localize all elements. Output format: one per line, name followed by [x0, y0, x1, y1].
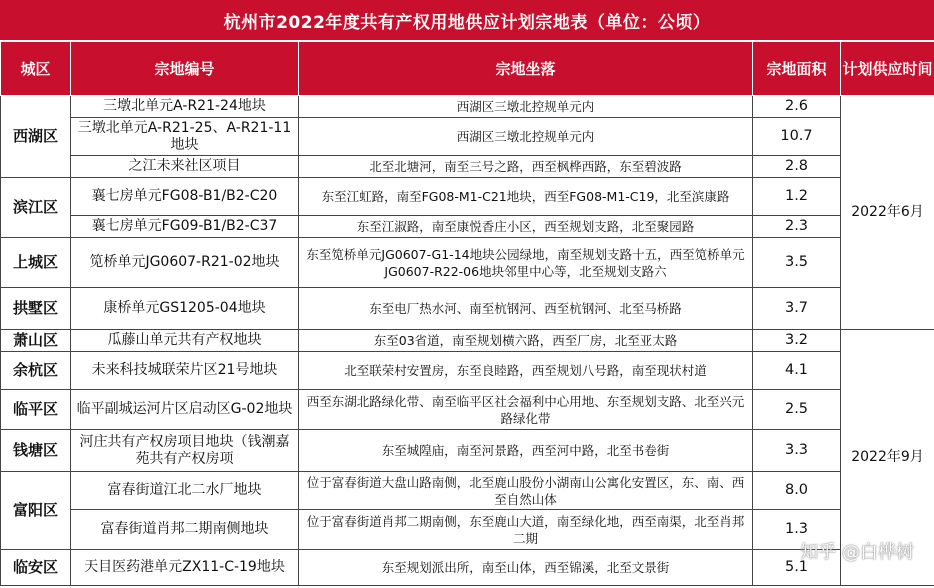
location-cell: 西至东湖北路绿化带、南至临平区社会福利中心用地、东至规划支路、北至兴元路绿化带: [299, 390, 753, 430]
district-cell: 余杭区: [1, 352, 71, 390]
header-parcel-id: 宗地编号: [71, 42, 299, 96]
location-cell: 北至联荣村安置房，东至良睦路，西至规划八号路，南至现状村道: [299, 352, 753, 390]
parcel-cell: 三墩北单元A-R21-25、A-R21-11地块: [71, 118, 299, 156]
district-cell: 富阳区: [1, 472, 71, 550]
area-cell: 1.2: [753, 178, 841, 216]
supply-time-cell: 2022年9月: [841, 330, 934, 586]
district-cell: 滨江区: [1, 178, 71, 238]
location-cell: 东至03省道，南至规划横六路，西至厂房，北至亚太路: [299, 330, 753, 352]
district-cell: 临平区: [1, 390, 71, 430]
table-row: [1, 352, 934, 390]
area-cell: 3.7: [753, 288, 841, 330]
location-cell: 北至北塘河，南至三号之路，西至枫桦西路，东至碧波路: [299, 156, 753, 178]
table-row: [1, 216, 934, 238]
district-cell: 临安区: [1, 550, 71, 586]
header-area: 宗地面积: [753, 42, 841, 96]
table-row: [1, 238, 934, 288]
parcel-cell: 河庄共有产权房项目地块（钱潮嘉苑共有产权房项: [71, 430, 299, 472]
parcel-cell: 三墩北单元A-R21-24地块: [71, 96, 299, 118]
parcel-cell: 天目医药港单元ZX11-C-19地块: [71, 550, 299, 586]
table-row: [1, 288, 934, 330]
district-cell: 钱塘区: [1, 430, 71, 472]
header-row: [1, 42, 934, 96]
table-row: [1, 156, 934, 178]
location-cell: 东至江虹路，南至FG08-M1-C21地块，西至FG08-M1-C19，北至滨康路: [299, 178, 753, 216]
table-row: [1, 96, 934, 118]
supply-time-cell: 2022年6月: [841, 96, 934, 330]
parcel-cell: 笕桥单元JG0607-R21-02地块: [71, 238, 299, 288]
land-supply-table: [0, 41, 934, 586]
district-cell: 拱墅区: [1, 288, 71, 330]
location-cell: 位于富春街道肖邦二期南侧，东至鹿山大道，南至绿化地，西至南渠，北至肖邦二期: [299, 510, 753, 550]
parcel-cell: 康桥单元GS1205-04地块: [71, 288, 299, 330]
table-row: [1, 178, 934, 216]
area-cell: 2.5: [753, 390, 841, 430]
parcel-cell: 襄七房单元FG08-B1/B2-C20: [71, 178, 299, 216]
table-row: [1, 472, 934, 510]
location-cell: 东至江淑路，南至康悦香庄小区，西至规划支路，北至聚园路: [299, 216, 753, 238]
table-row: [1, 330, 934, 352]
parcel-cell: 临平副城运河片区启动区G-02地块: [71, 390, 299, 430]
location-cell: 西湖区三墩北控规单元内: [299, 96, 753, 118]
header-supply-time: 计划供应时间: [841, 42, 934, 96]
parcel-cell: 瓜藤山单元共有产权地块: [71, 330, 299, 352]
area-cell: 3.2: [753, 330, 841, 352]
location-cell: 西湖区三墩北控规单元内: [299, 118, 753, 156]
watermark: 知乎 @白桦树: [800, 542, 914, 563]
area-cell: 4.1: [753, 352, 841, 390]
location-cell: 东至笕桥单元JG0607-G1-14地块公园绿地，南至规划支路十五，西至笕桥单元JG0607-R22-06地块邻里中心等，北至规划支路六: [299, 238, 753, 288]
area-cell: 3.3: [753, 430, 841, 472]
location-cell: 东至城隍庙，南至河景路，西至河中路，北至书卷街: [299, 430, 753, 472]
area-cell: 2.8: [753, 156, 841, 178]
district-cell: 萧山区: [1, 330, 71, 352]
location-cell: 东至规划派出所，南至山体，西至锦溪，北至文景街: [299, 550, 753, 586]
area-cell: 5.1: [753, 550, 841, 586]
area-cell: 8.0: [753, 472, 841, 510]
table-row: [1, 118, 934, 156]
parcel-cell: 未来科技城联荣片区21号地块: [71, 352, 299, 390]
table-row: [1, 550, 934, 586]
parcel-cell: 之江未来社区项目: [71, 156, 299, 178]
table-row: [1, 430, 934, 472]
area-cell: 2.3: [753, 216, 841, 238]
table-row: [1, 510, 934, 550]
area-cell: 3.5: [753, 238, 841, 288]
district-cell: 上城区: [1, 238, 71, 288]
header-district: 城区: [1, 42, 71, 96]
parcel-cell: 襄七房单元FG09-B1/B2-C37: [71, 216, 299, 238]
area-cell: 2.6: [753, 96, 841, 118]
location-cell: 位于富春街道大盘山路南侧，北至鹿山股份小湖南山公寓化安置区，东、南、西至自然山体: [299, 472, 753, 510]
header-location: 宗地坐落: [299, 42, 753, 96]
table-row: [1, 390, 934, 430]
area-cell: 10.7: [753, 118, 841, 156]
area-cell: 1.3: [753, 510, 841, 550]
parcel-cell: 富春街道肖邦二期南侧地块: [71, 510, 299, 550]
district-cell: 西湖区: [1, 96, 71, 178]
table-title: 杭州市2022年度共有产权用地供应计划宗地表（单位：公顷）: [0, 0, 934, 40]
parcel-cell: 富春街道江北二水厂地块: [71, 472, 299, 510]
location-cell: 东至电厂热水河、南至杭钢河、西至杭钢河、北至马桥路: [299, 288, 753, 330]
